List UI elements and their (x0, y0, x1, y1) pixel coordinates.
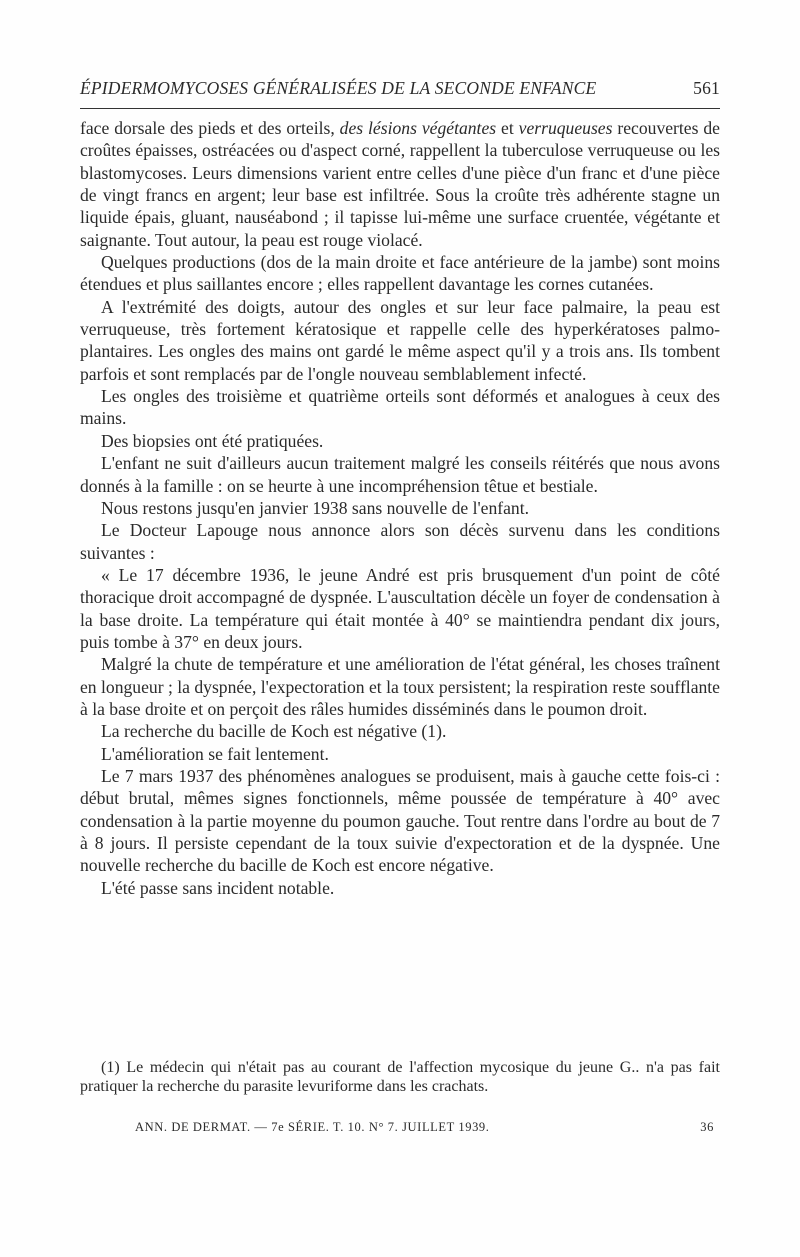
sheet-number: 36 (700, 1120, 714, 1134)
paragraph: La recherche du bacille de Koch est négative (1). (101, 721, 447, 742)
page-footer (80, 1120, 720, 1135)
paragraph: « Le 17 décembre 1936, le jeune André est pris brusquement d'un point de côté thoracique droit accompagné de dyspnée. L'auscultation décèle un foyer de condensation à la base droite. La température qui était montée à 40° se maintiendra pendant dix jours, puis tombe à 37° en deux jours. (80, 564, 720, 652)
paragraph: Les ongles des troisième et quatrième orteils sont déformés et analogues à ceux des mains. (80, 386, 720, 429)
paragraph: Quelques productions (dos de la main droite et face antérieure de la jambe) sont moins étendues et plus saillantes encore ; elles rappellent davantage les cornes cutanées. (80, 252, 720, 295)
footnote (80, 1058, 720, 1096)
paragraph: A l'extrémité des doigts, autour des ongles et sur leur face palmaire, la peau est verruqueuse, très fortement kératosique et rappelle celle des hyperkératoses palmo-plantaires. Les ongles des mains ont gardé le même aspect qu'il y a trois ans. Ils tombent parfois et sont remplacés par de l'ongle nouveau semblablement infecté. (80, 296, 720, 384)
body-text (80, 117, 720, 899)
journal-citation: ANN. DE DERMAT. — 7e SÉRIE. T. 10. N° 7. JUILLET 1939. (135, 1120, 490, 1134)
text-run: face dorsale des pieds et des orteils, (80, 118, 340, 138)
paragraph: Le 7 mars 1937 des phénomènes analogues se produisent, mais à gauche cette fois-ci : début brutal, mêmes signes fonctionnels, même poussée de température à 40° avec condensation à la partie moyenne du poumon gauche. Tout rentre dans l'ordre au bout de 7 à 8 jours. Il persiste cependant de la toux suivie d'expectoration et de la dyspnée. Une nouvelle recherche du bacille de Koch est encore négative. (80, 765, 720, 876)
paragraph: Le Docteur Lapouge nous annonce alors son décès survenu dans les conditions suivantes : (80, 520, 720, 563)
paragraph: Nous restons jusqu'en janvier 1938 sans nouvelle de l'enfant. (101, 497, 530, 518)
emphasis: verruqueuses (518, 118, 613, 138)
running-header (80, 78, 720, 99)
emphasis: des lésions végétantes (339, 118, 497, 138)
paragraph (80, 117, 720, 251)
paragraph: L'été passe sans incident notable. (101, 877, 335, 898)
paragraph: Des biopsies ont été pratiquées. (101, 430, 324, 451)
paragraph: Malgré la chute de température et une amélioration de l'état général, les choses traînent en longueur ; la dyspnée, l'expectoration et la toux persistent; la respiration reste soufflante à la base droite et on perçoit des râles humides disséminés dans le poumon droit. (80, 654, 720, 719)
text-run: et (496, 118, 519, 138)
footnote-text: (1) Le médecin qui n'était pas au courant de l'affection mycosique du jeune G.. n'a pas fait pratiquer la recherche du parasite levuriforme dans les crachats. (80, 1059, 720, 1095)
paragraph: L'enfant ne suit d'ailleurs aucun traitement malgré les conseils réitérés que nous avons donnés à la famille : on se heurte à une incompréhension têtue et bestiale. (80, 453, 720, 496)
running-title: ÉPIDERMOMYCOSES GÉNÉRALISÉES DE LA SECONDE ENFANCE (80, 78, 597, 98)
paragraph: L'amélioration se fait lentement. (101, 743, 329, 764)
page-number: 561 (693, 78, 720, 98)
text-run: recouvertes de croûtes épaisses, ostréacées ou d'aspect corné, rappellent la tuberculose verruqueuse ou les blastomycoses. Leurs dimensions varient entre celles d'une pièce d'un franc et d'une pièce de vingt francs en argent; leur base est infiltrée. Sous la croûte très adhérente stagne un liquide épais, gluant, nauséabond ; il tapisse lui-même une surface cruentée, végétante et saignante. Tout autour, la peau est rouge violacé. (80, 118, 720, 250)
header-rule (80, 108, 720, 109)
